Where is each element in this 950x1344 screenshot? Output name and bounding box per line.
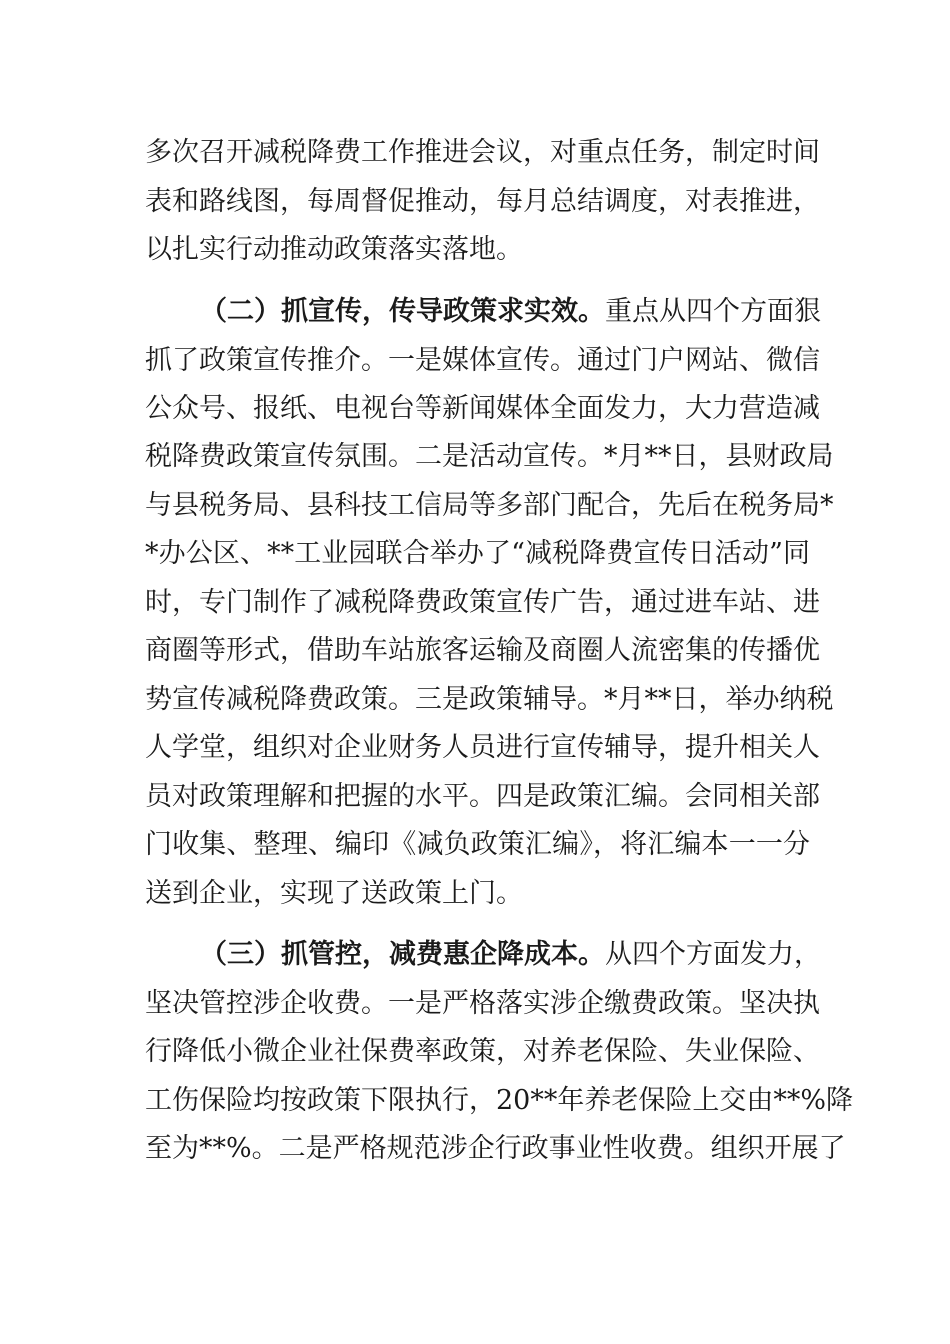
paragraph-1-line-1: 多次召开减税降费工作推进会议，对重点任务，制定时间 xyxy=(145,137,820,168)
paragraph-2-line-12: 门收集、整理、编印《减负政策汇编》，将汇编本一一分 xyxy=(145,829,810,860)
section-heading-2: （二）抓宣传，传导政策求实效。 xyxy=(200,296,605,327)
paragraph-3-line-3: 行降低小微企业社保费率政策，对养老保险、失业保险、 xyxy=(145,1036,820,1067)
paragraph-3-line-1 xyxy=(200,935,821,975)
paragraph-2-line-11: 员对政策理解和把握的水平。四是政策汇编。会同相关部 xyxy=(145,781,820,812)
paragraph-3-line-5: 至为**%。二是严格规范涉企行政事业性收费。组织开展了 xyxy=(145,1133,846,1164)
paragraph-2-line-7: 时，专门制作了减税降费政策宣传广告，通过进车站、进 xyxy=(145,587,820,618)
paragraph-2-line-1 xyxy=(200,292,821,332)
paragraph-2-line-5: 与县税务局、县科技工信局等多部门配合，先后在税务局* xyxy=(145,490,834,521)
paragraph-2-line-2: 抓了政策宣传推介。一是媒体宣传。通过门户网站、微信 xyxy=(145,345,820,376)
paragraph-1-line-3: 以扎实行动推动政策落实落地。 xyxy=(145,234,523,265)
paragraph-1-line-2: 表和路线图，每周督促推动，每月总结调度，对表推进， xyxy=(145,186,820,217)
paragraph-2-line-3: 公众号、报纸、电视台等新闻媒体全面发力，大力营造减 xyxy=(145,393,820,424)
paragraph-2-line-9: 势宣传减税降费政策。三是政策辅导。*月**日，举办纳税 xyxy=(145,684,834,715)
paragraph-2-line-4: 税降费政策宣传氛围。二是活动宣传。*月**日，县财政局 xyxy=(145,441,834,472)
paragraph-3-line-4: 工伤保险均按政策下限执行，20**年养老保险上交由**%降 xyxy=(145,1085,854,1116)
paragraph-3-line-1-text: 从四个方面发力， xyxy=(605,939,821,970)
paragraph-2-line-8: 商圈等形式，借助车站旅客运输及商圈人流密集的传播优 xyxy=(145,635,820,666)
section-heading-3: （三）抓管控，减费惠企降成本。 xyxy=(200,939,605,970)
paragraph-2-line-6: *办公区、**工业园联合举办了“减税降费宣传日活动”同 xyxy=(145,538,810,569)
paragraph-3-line-2: 坚决管控涉企收费。一是严格落实涉企缴费政策。坚决执 xyxy=(145,988,820,1019)
paragraph-2-line-1-text: 重点从四个方面狠 xyxy=(605,296,821,327)
paragraph-2-line-10: 人学堂，组织对企业财务人员进行宣传辅导，提升相关人 xyxy=(145,732,820,763)
paragraph-2-line-13: 送到企业，实现了送政策上门。 xyxy=(145,878,523,909)
